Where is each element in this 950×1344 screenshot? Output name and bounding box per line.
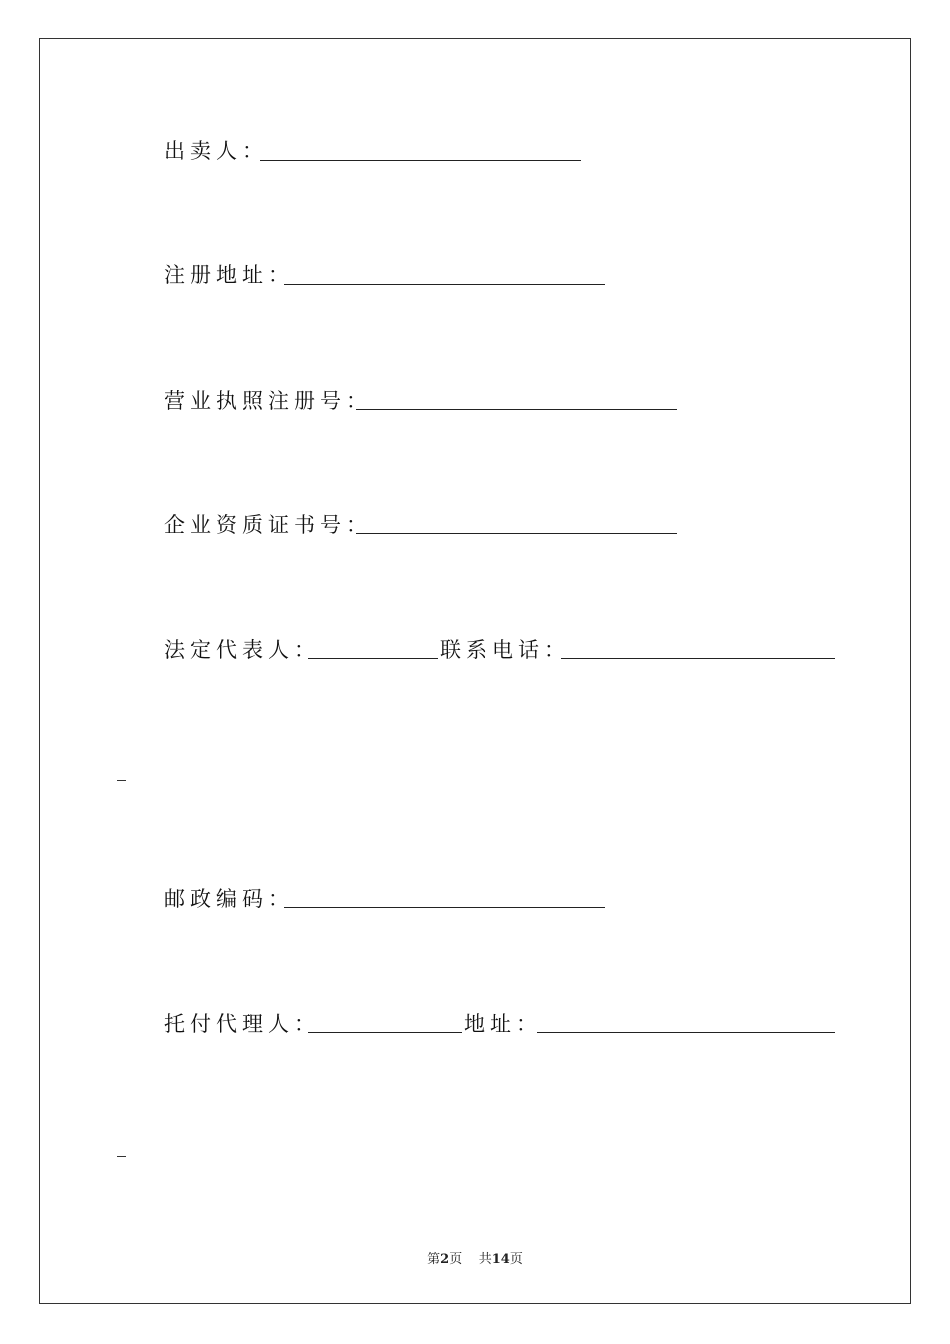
legal-rep-label: 法定代表人： <box>164 638 320 662</box>
footer-prefix: 第 <box>427 1252 441 1267</box>
page-footer <box>0 1248 950 1267</box>
phone-label: 联系电话： <box>440 638 570 662</box>
page-border <box>39 38 911 1304</box>
business-license-label: 营业执照注册号： <box>164 389 372 413</box>
continuation-dash <box>117 780 126 781</box>
legal-rep-field[interactable] <box>308 658 438 659</box>
registered-address-label: 注册地址： <box>164 263 294 287</box>
business-license-field[interactable] <box>356 409 677 410</box>
postal-code-field[interactable] <box>284 907 605 908</box>
agent-address-label: 地址： <box>464 1012 542 1036</box>
seller-field[interactable] <box>260 160 581 161</box>
registered-address-field[interactable] <box>284 284 605 285</box>
continuation-dash <box>117 1156 126 1157</box>
footer-page-word: 页 <box>449 1252 463 1267</box>
seller-label: 出卖人： <box>164 139 268 163</box>
agent-address-field[interactable] <box>537 1032 835 1033</box>
total-pages-number: 14 <box>491 1252 510 1267</box>
agent-field[interactable] <box>308 1032 462 1033</box>
current-page-number: 2 <box>440 1252 450 1267</box>
phone-field[interactable] <box>561 658 835 659</box>
qualification-cert-field[interactable] <box>356 533 677 534</box>
agent-label: 托付代理人： <box>164 1012 320 1036</box>
qualification-cert-label: 企业资质证书号： <box>164 513 372 537</box>
footer-total-suffix: 页 <box>509 1252 523 1267</box>
postal-code-label: 邮政编码： <box>164 887 294 911</box>
footer-total-prefix: 共 <box>478 1252 492 1267</box>
